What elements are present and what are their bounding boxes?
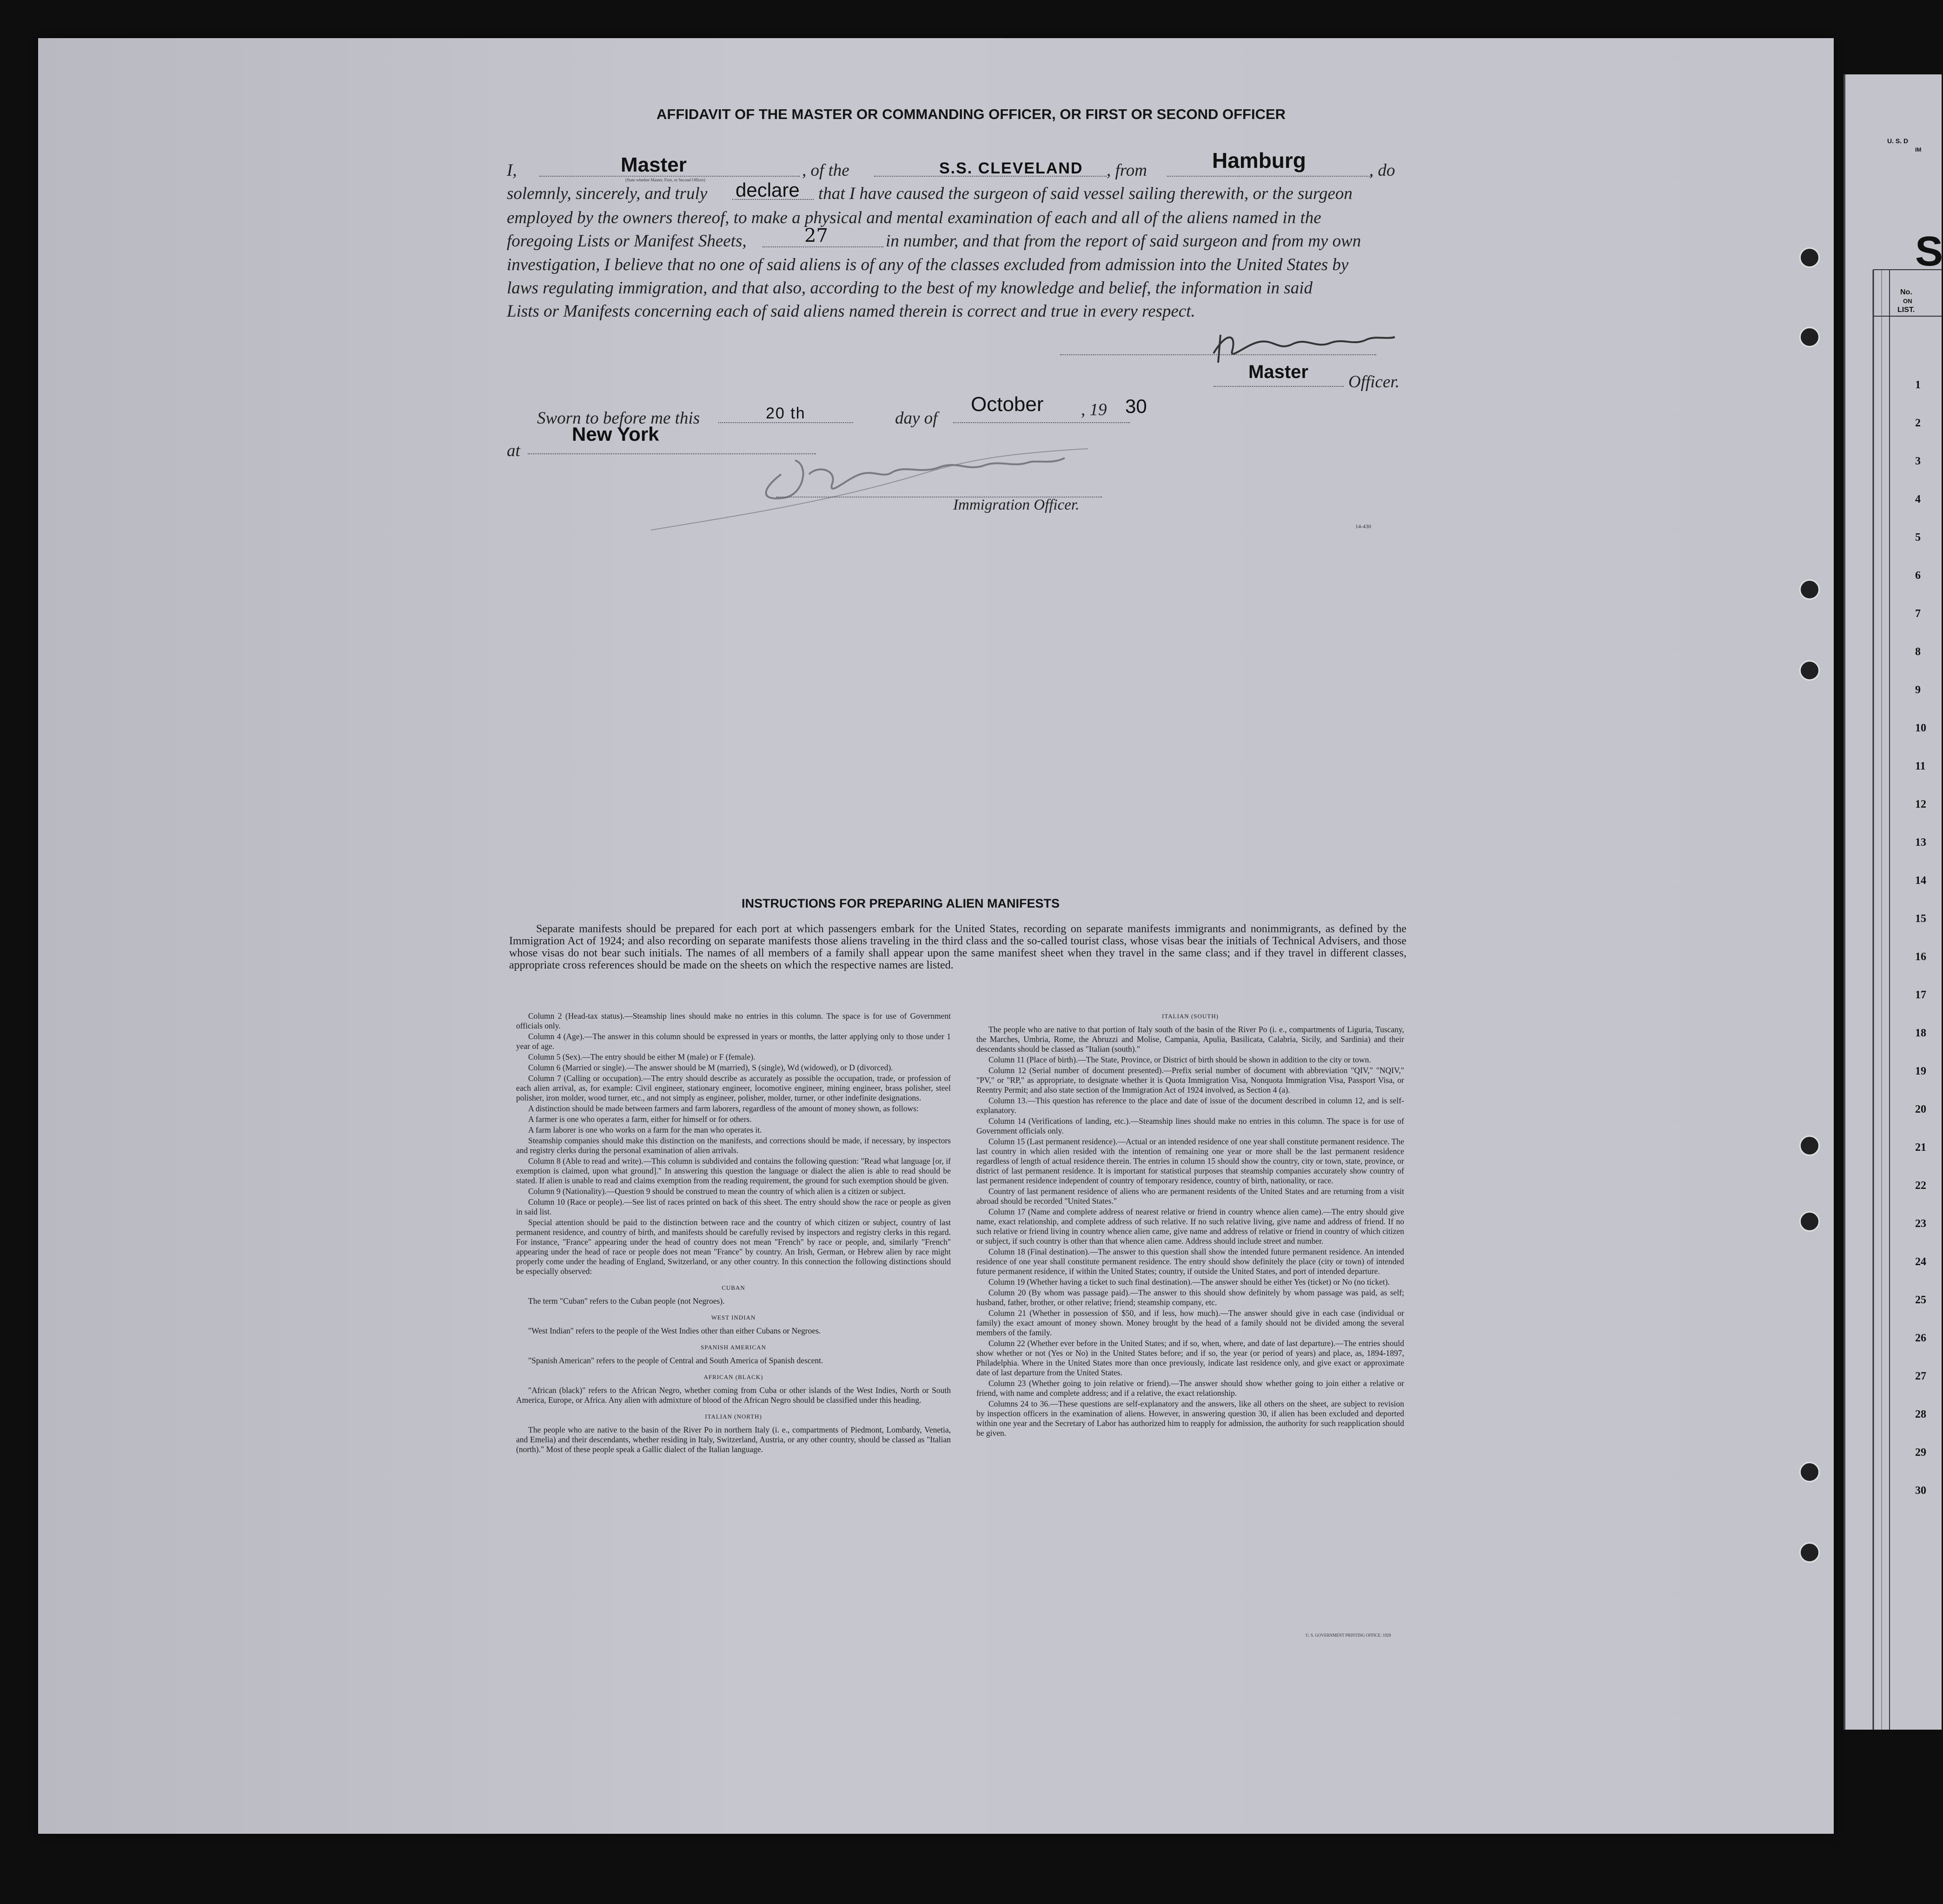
side-row-number: 3 (1915, 455, 1921, 467)
side-row-number: 21 (1915, 1141, 1926, 1154)
side-row-number: 19 (1915, 1065, 1926, 1077)
right-paragraph: Column 11 (Place of birth).—The State, Province, or District of birth should be shown in addition to the city or town. (988, 1055, 1371, 1064)
vessel-name-value: S.S. CLEVELAND (939, 159, 1083, 177)
declare-value: declare (736, 179, 800, 201)
side-row-number: 4 (1915, 493, 1921, 505)
affidavit-line5: investigation, I believe that no one of said aliens is of any of the classes excluded from admission into the United States by (507, 255, 1349, 274)
right-paragraph: Column 14 (Verifications of landing, etc.).—Steamship lines should make no entries in this column. The space is for use of Government officials only. (976, 1116, 1404, 1135)
rank-instruction-note: (State whether Master, First, or Second Officer) (625, 178, 705, 182)
west-indian-text: "West Indian" refers to the people of the West Indies other than either Cubans or Negroes. (528, 1326, 821, 1335)
instructions-right-column (976, 1011, 1404, 1439)
binding-hole (1799, 1462, 1820, 1482)
right-paragraph: The people who are native to that portion of Italy south of the basin of the River Po (i. e., compartments of Liguria, Tuscany, the Marches, Umbria, Rome, the Abruzzi and Molise, Campania, Apulia, Basilicata, Calabria, Sicily, and Sardinia) and their descendants should be classed as "Italian (south)." (976, 1025, 1404, 1054)
side-row-number: 18 (1915, 1027, 1926, 1039)
left-paragraph: Column 4 (Age).—The answer in this column should be expressed in years or months, the latter applying only to those under 1 year of age. (516, 1032, 951, 1051)
port-value: Hamburg (1212, 148, 1306, 172)
side-row-number: 8 (1915, 646, 1921, 658)
of-the-label: , of the (802, 161, 849, 180)
sworn-month-line (953, 422, 1130, 423)
right-paragraph: Column 23 (Whether going to join relative or friend).—The answer should show whether going to join either a relative or friend, with name and complete address; and if a relative, the exact relationship. (976, 1379, 1404, 1398)
binding-hole (1799, 1135, 1820, 1156)
affidavit-line6: laws regulating immigration, and that also, according to the best of my knowledge and belief, the information in said (507, 279, 1313, 298)
affidavit-i-label: I, (507, 161, 517, 180)
side-row-number: 22 (1915, 1180, 1926, 1192)
affidavit-line3: employed by the owners thereof, to make a physical and mental examination of each and all of the aliens named in the (507, 208, 1321, 227)
side-row-number: 26 (1915, 1332, 1926, 1344)
side-row-number: 6 (1915, 570, 1921, 582)
italian-north-heading: ITALIAN (NORTH) (705, 1413, 762, 1420)
right-paragraph: Column 21 (Whether in possession of $50, and if less, how much).—The answer should give in each case (individual or family) the exact amount of money shown. Money brought by the head of a family should not be divided among the several members of the family. (976, 1308, 1404, 1337)
side-row-number: 2 (1915, 417, 1921, 429)
side-row-number: 28 (1915, 1408, 1926, 1420)
do-label: , do (1369, 161, 1395, 180)
instructions-title: INSTRUCTIONS FOR PREPARING ALIEN MANIFESTS (742, 896, 1060, 910)
immigration-officer-signature (642, 446, 1107, 539)
binding-hole (1799, 327, 1820, 347)
immigration-officer-label: Immigration Officer. (953, 497, 1080, 513)
instructions-left-column (516, 1011, 951, 1455)
side-row-number: 23 (1915, 1218, 1926, 1230)
side-row-number: 16 (1915, 951, 1926, 963)
side-row-number: 7 (1915, 608, 1921, 620)
side-row-number: 12 (1915, 798, 1926, 810)
right-paragraph: Column 13.—This question has reference to the place and date of issue of the document described in column 12, and is self-explanatory. (976, 1096, 1404, 1115)
side-page-header-2: IM (1915, 146, 1922, 153)
sheets-count-line (763, 246, 883, 247)
side-row-number: 15 (1915, 913, 1926, 925)
side-row-number: 5 (1915, 531, 1921, 544)
african-text: "African (black)" refers to the African Negro, whether coming from Cuba or other islands of the West Indies, North or South America, Europe, or Africa. Any alien with admixture of blood of the African Negro should be classified under this heading. (516, 1386, 951, 1405)
instructions-intro: Separate manifests should be prepared for each port at which passengers embark for the United States, recording on separate manifests immigrants and nonimmigrants, as defined by the Immigration Act of 1924; and also recording on separate manifests those aliens traveling in the third class and the so-called tourist class, whose visas bear the initials of Technical Advisers, and those whose visas do not bear such initials. The names of all members of a family shall appear upon the same manifest sheet when they travel in the same class; and if they travel in different classes, appropriate cross references should be made on the sheets on which the respective names are listed. (509, 923, 1406, 971)
binding-hole (1799, 247, 1820, 268)
left-paragraph: Special attention should be paid to the distinction between race and the country of which citizen or subject, country of last permanent residence, and country of birth, and manifests should be carefully revised by inspectors and registry clerks in this regard. For instance, "France" appearing under the head of country does not mean "French" by race or people, and, similarly "French" appearing under the head of race or people does not mean "France" by country. An Irish, German, or Hebrew alien by race might properly come under the heading of England, Switzerland, or any other country. In this connection the following distinctions should be especially observed: (516, 1218, 951, 1276)
sheets-count-value: 27 (804, 225, 828, 246)
affidavit-line4-post: in number, and that from the report of said surgeon and from my own (886, 232, 1361, 251)
affidavit-line2-pre: solemnly, sincerely, and truly (507, 184, 708, 203)
side-col-label-list: LIST. (1897, 306, 1915, 314)
port-line (1167, 176, 1372, 177)
at-label: at (507, 441, 520, 460)
officer-rank-value: Master (621, 153, 687, 176)
side-row-number: 24 (1915, 1256, 1926, 1268)
right-paragraph: Column 22 (Whether ever before in the United States; and if so, when, where, and date of last departure).—The entries should show whether or not (Yes or No) in the United States before; and if so, the year (or period of years) and place, as, 1894-1897, Philadelphia. Where in the United States more than once previously, indicate last residence only, and give exact or approximate date of last departure from the United States. (976, 1339, 1404, 1377)
cuban-text: The term "Cuban" refers to the Cuban people (not Negroes). (528, 1296, 725, 1306)
side-page-big-letter: S (1915, 228, 1943, 275)
left-paragraph: Column 8 (Able to read and write).—This column is subdivided and contains the following question: "Read what language [or, if exemption is claimed, upon what ground]." In answering this question the language or dialect the alien is able to read should be stated. If alien is unable to read and claims exemption from the reading requirement, the ground for such exemption should be given. (516, 1156, 951, 1185)
binding-hole (1799, 1211, 1820, 1232)
affidavit-line7: Lists or Manifests concerning each of said aliens named therein is correct and true in every respect. (507, 302, 1195, 321)
left-paragraph: Column 2 (Head-tax status).—Steamship lines should make no entries in this column. The space is for use of Government officials only. (516, 1011, 951, 1030)
from-label: , from (1107, 161, 1147, 180)
italian-north-text: The people who are native to the basin of the River Po in northern Italy (i. e., compartments of Piedmont, Lombardy, Venetia, and Emelia) and their descendants, whether residing in Italy, Switzerland, Austria, or any other country, should be classed as "Italian (north)." Most of these people speak a Gallic dialect of the Italian language. (516, 1425, 951, 1454)
master-signature (1200, 325, 1404, 367)
right-paragraph: Column 19 (Whether having a ticket to such final destination).—The answer should be either Yes (ticket) or No (no ticket). (988, 1277, 1390, 1287)
sworn-month-value: October (971, 393, 1044, 416)
right-column-paragraphs (976, 1025, 1404, 1438)
right-paragraph: Column 17 (Name and complete address of nearest relative or friend in country whence alien came).—The entry should give name, exact relationship, and complete address of such relative. If no such relative living, give name and address of friend. If no such relative or friend living in country whence alien came, give name and address of relative or friend in country of which citizen or subject, if such country is other than that whence alien came. Address should include street and number. (976, 1207, 1404, 1246)
left-paragraph: Column 6 (Married or single).—The answer should be M (married), S (single), Wd (widowed), or D (divorced). (528, 1063, 893, 1072)
affidavit-line4-pre: foregoing Lists or Manifest Sheets, (507, 232, 747, 251)
adjacent-manifest-page (1844, 74, 1942, 1730)
right-paragraph: Column 12 (Serial number of document presented).—Prefix serial number of document with abbreviation "QIV," "NQIV," "PV," or "RP," as appropriate, to designate whether it is Quota Immigration Visa, Nonquota Immigration Visa, Passport Visa, or Reentry Permit; and also state section of the Immigration Act of 1924 involved, as Section 4 (a). (976, 1066, 1404, 1095)
left-paragraph: A farm laborer is one who works on a farm for the man who operates it. (528, 1125, 762, 1134)
cuban-heading: CUBAN (722, 1284, 745, 1291)
left-column-paragraphs (516, 1011, 951, 1276)
sworn-day-value: 20 th (766, 405, 806, 422)
side-row-number: 17 (1915, 989, 1926, 1001)
side-row-number: 20 (1915, 1103, 1926, 1115)
side-row-number: 1 (1915, 379, 1921, 391)
binding-hole (1799, 1542, 1820, 1563)
side-row-number: 30 (1915, 1485, 1926, 1497)
year-prefix-label: , 19 (1081, 400, 1107, 419)
side-row-number: 25 (1915, 1294, 1926, 1306)
side-col-label-no: No. (1900, 288, 1912, 296)
signature-title-value: Master (1248, 362, 1308, 382)
affidavit-heading: AFFIDAVIT OF THE MASTER OR COMMANDING OFFICER, OR FIRST OR SECOND OFFICER (657, 106, 1286, 122)
side-row-number: 13 (1915, 836, 1926, 849)
left-paragraph: Steamship companies should make this distinction on the manifests, and corrections should be made, if necessary, by inspectors and registry clerks during the personal examination of alien arrivals. (516, 1136, 951, 1155)
left-paragraph: Column 10 (Race or people).—See list of races printed on back of this sheet. The entry should show the race or people as given in said list. (516, 1197, 951, 1216)
binding-hole (1799, 660, 1820, 681)
side-row-number: 29 (1915, 1446, 1926, 1459)
right-paragraph: Column 15 (Last permanent residence).—Actual or an intended residence of one year shall constitute permanent residence. The last country in which alien resided with the intention of remaining one year or more shall be the last permanent residence regardless of length of actual residence therein. The entries in column 15 should show the country, city or town, state, province, or district of last permanent residence. It is important for statistical purposes that steamship companies accurately show country of last permanent residence independent of country of temporary residence, country of birth, nationality, or race. (976, 1137, 1404, 1185)
west-indian-heading: WEST INDIAN (711, 1314, 756, 1321)
officer-label: Officer. (1348, 372, 1399, 391)
form-code: 14-430 (1355, 523, 1371, 530)
right-paragraph: Column 20 (By whom was passage paid).—The answer to this should show definitely by whom passage was paid, as self; husband, father, brother, or other relative; friend; steamship company, etc. (976, 1288, 1404, 1307)
spanish-american-text: "Spanish American" refers to the people of Central and South America of Spanish descent. (528, 1356, 823, 1365)
sworn-year-value: 30 (1125, 395, 1147, 417)
binding-hole (1799, 579, 1820, 600)
side-row-number: 14 (1915, 875, 1926, 887)
side-row-number: 27 (1915, 1370, 1926, 1382)
right-paragraph: Columns 24 to 36.—These questions are self-explanatory and the answers, like all others on the sheet, are subject to revision by inspection officers in the examination of aliens. However, in answering question 30, if alien has been excluded and deported within one year and the Secretary of Labor has authorized him to reapply for admission, the authority for such reapplication should be given. (976, 1399, 1404, 1438)
side-row-number: 10 (1915, 722, 1926, 734)
left-paragraph: Column 9 (Nationality).—Question 9 should be construed to mean the country of which alien is a citizen or subject. (528, 1187, 906, 1196)
spanish-american-heading: SPANISH AMERICAN (701, 1344, 766, 1351)
officer-title-line (1214, 386, 1344, 387)
side-page-header-1: U. S. D (1887, 137, 1909, 145)
side-col-label-on: ON (1903, 298, 1912, 305)
sworn-label: Sworn to before me this (537, 409, 700, 428)
day-of-label: day of (895, 409, 938, 428)
right-paragraph: Column 18 (Final destination).—The answer to this question shall show the intended future permanent residence. An intended residence of one year shall constitute permanent residence. The entry should show definitely the place (city or town) of intended future permanent residence, if within the United States; country, if outside the United States, and port of intended departure. (976, 1247, 1404, 1276)
printing-office-imprint: U. S. GOVERNMENT PRINTING OFFICE: 1929 (1306, 1633, 1391, 1638)
side-row-number: 11 (1915, 760, 1926, 772)
side-page-rules (1845, 74, 1942, 1730)
side-row-number: 9 (1915, 684, 1921, 696)
sworn-place-value: New York (572, 423, 659, 445)
african-heading: AFRICAN (BLACK) (703, 1373, 763, 1380)
signature-line (1060, 354, 1376, 355)
left-paragraph: A distinction should be made between farmers and farm laborers, regardless of the amount of money shown, as follows: (528, 1104, 919, 1113)
affidavit-line2-post: that I have caused the surgeon of said vessel sailing therewith, or the surgeon (818, 184, 1353, 203)
right-paragraph: Country of last permanent residence of aliens who are permanent residents of the United States and are returning from a visit abroad should be recorded "United States." (976, 1187, 1404, 1206)
left-paragraph: A farmer is one who operates a farm, either for himself or for others. (528, 1115, 752, 1124)
left-paragraph: Column 7 (Calling or occupation).—The entry should describe as accurately as possible the occupation, trade, or profession of each alien arrival, as, for example: Civil engineer, stationary engineer, locomotive engineer, mining engineer, brass polisher, steel polisher, iron molder, wood turner, etc., and not simply as engineer, polisher, molder, turner, or other indefinite designations. (516, 1074, 951, 1102)
left-paragraph: Column 5 (Sex).—The entry should be either M (male) or F (female). (528, 1052, 756, 1061)
italian-south-heading: ITALIAN (SOUTH) (1162, 1013, 1219, 1020)
